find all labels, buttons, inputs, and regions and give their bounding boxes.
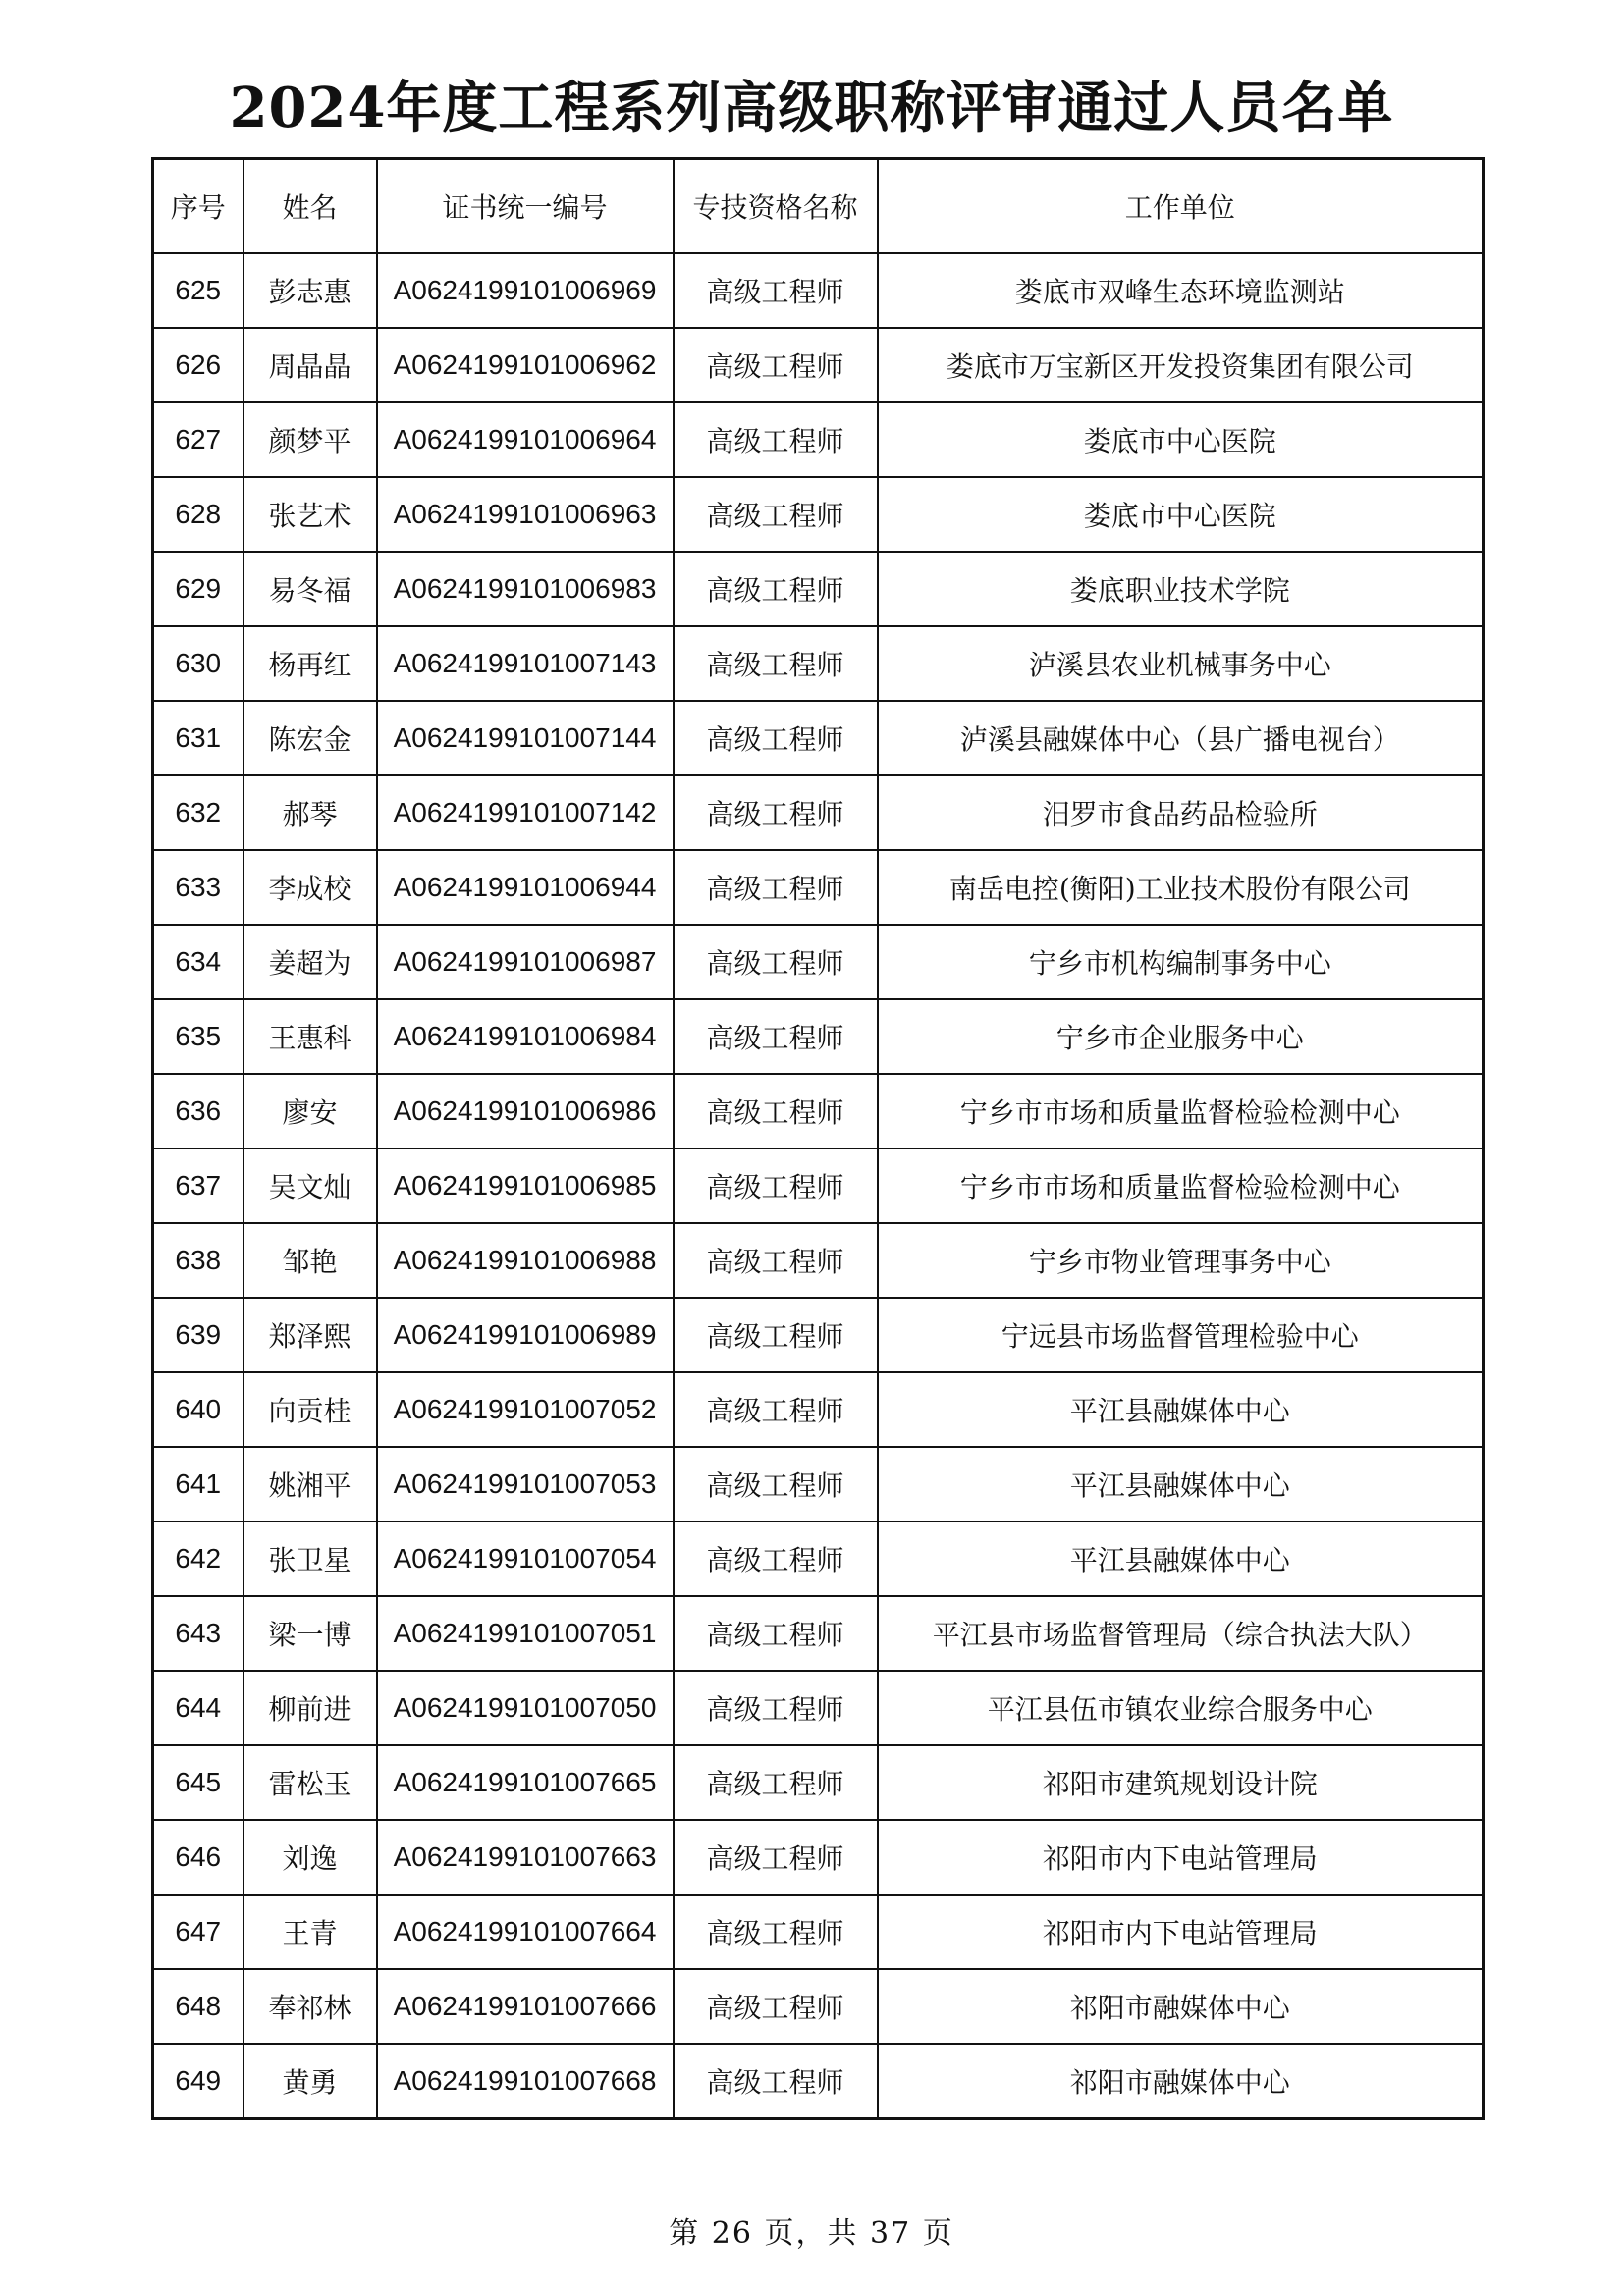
cell-qualification: 高级工程师 — [674, 1745, 878, 1820]
cell-qualification: 高级工程师 — [674, 775, 878, 850]
cell-seq: 647 — [153, 1895, 243, 1969]
cell-name: 梁一博 — [243, 1596, 377, 1671]
header-cert: 证书统一编号 — [377, 159, 674, 254]
cell-cert: A0624199101007664 — [377, 1895, 674, 1969]
table-body — [153, 253, 1484, 2119]
table-row — [153, 626, 1484, 701]
cell-employer: 平江县融媒体中心 — [878, 1522, 1484, 1596]
cell-name: 姚湘平 — [243, 1447, 377, 1522]
cell-employer: 宁乡市市场和质量监督检验检测中心 — [878, 1148, 1484, 1223]
cell-qualification: 高级工程师 — [674, 1895, 878, 1969]
cell-qualification: 高级工程师 — [674, 850, 878, 925]
cell-cert: A0624199101006964 — [377, 402, 674, 477]
cell-seq: 645 — [153, 1745, 243, 1820]
table-row — [153, 552, 1484, 626]
cell-employer: 平江县融媒体中心 — [878, 1447, 1484, 1522]
cell-name: 易冬福 — [243, 552, 377, 626]
cell-employer: 宁乡市市场和质量监督检验检测中心 — [878, 1074, 1484, 1148]
cell-cert: A0624199101006984 — [377, 999, 674, 1074]
page-title: 2024年度工程系列高级职称评审通过人员名单 — [229, 76, 1394, 140]
table-row — [153, 1148, 1484, 1223]
table-row — [153, 1298, 1484, 1372]
cell-cert: A0624199101007054 — [377, 1522, 674, 1596]
cell-name: 雷松玉 — [243, 1745, 377, 1820]
table-row — [153, 1820, 1484, 1895]
table-row — [153, 1895, 1484, 1969]
cell-cert: A0624199101006988 — [377, 1223, 674, 1298]
table-row — [153, 701, 1484, 775]
cell-seq: 625 — [153, 253, 243, 328]
cell-qualification: 高级工程师 — [674, 1969, 878, 2044]
cell-name: 邹艳 — [243, 1223, 377, 1298]
cell-cert: A0624199101006986 — [377, 1074, 674, 1148]
cell-qualification: 高级工程师 — [674, 701, 878, 775]
cell-cert: A0624199101007668 — [377, 2044, 674, 2119]
header-employer: 工作单位 — [878, 159, 1484, 254]
cell-name: 刘逸 — [243, 1820, 377, 1895]
cell-seq: 626 — [153, 328, 243, 402]
cell-seq: 641 — [153, 1447, 243, 1522]
cell-seq: 644 — [153, 1671, 243, 1745]
cell-employer: 娄底市中心医院 — [878, 477, 1484, 552]
cell-seq: 633 — [153, 850, 243, 925]
cell-employer: 宁乡市物业管理事务中心 — [878, 1223, 1484, 1298]
table-row — [153, 402, 1484, 477]
cell-qualification: 高级工程师 — [674, 1148, 878, 1223]
cell-seq: 630 — [153, 626, 243, 701]
cell-name: 郑泽熙 — [243, 1298, 377, 1372]
cell-qualification: 高级工程师 — [674, 1223, 878, 1298]
table-row — [153, 925, 1484, 999]
cell-employer: 平江县伍市镇农业综合服务中心 — [878, 1671, 1484, 1745]
cell-seq: 639 — [153, 1298, 243, 1372]
table-row — [153, 253, 1484, 328]
table-row — [153, 1745, 1484, 1820]
cell-qualification: 高级工程师 — [674, 1820, 878, 1895]
cell-qualification: 高级工程师 — [674, 253, 878, 328]
cell-name: 李成校 — [243, 850, 377, 925]
cell-name: 王惠科 — [243, 999, 377, 1074]
cell-qualification: 高级工程师 — [674, 1671, 878, 1745]
table-row — [153, 1671, 1484, 1745]
cell-name: 周晶晶 — [243, 328, 377, 402]
cell-qualification: 高级工程师 — [674, 1372, 878, 1447]
cell-name: 奉祁林 — [243, 1969, 377, 2044]
cell-qualification: 高级工程师 — [674, 999, 878, 1074]
cell-name: 廖安 — [243, 1074, 377, 1148]
cell-qualification: 高级工程师 — [674, 328, 878, 402]
header-name: 姓名 — [243, 159, 377, 254]
cell-qualification: 高级工程师 — [674, 552, 878, 626]
cell-cert: A0624199101006987 — [377, 925, 674, 999]
cell-name: 张艺术 — [243, 477, 377, 552]
cell-qualification: 高级工程师 — [674, 1447, 878, 1522]
cell-employer: 祁阳市内下电站管理局 — [878, 1820, 1484, 1895]
cell-cert: A0624199101007142 — [377, 775, 674, 850]
cell-seq: 634 — [153, 925, 243, 999]
cell-employer: 平江县融媒体中心 — [878, 1372, 1484, 1447]
cell-name: 吴文灿 — [243, 1148, 377, 1223]
table-row — [153, 1223, 1484, 1298]
cell-cert: A0624199101006989 — [377, 1298, 674, 1372]
cell-name: 彭志惠 — [243, 253, 377, 328]
cell-cert: A0624199101006962 — [377, 328, 674, 402]
cell-name: 张卫星 — [243, 1522, 377, 1596]
cell-seq: 628 — [153, 477, 243, 552]
cell-cert: A0624199101007053 — [377, 1447, 674, 1522]
table-row — [153, 1074, 1484, 1148]
cell-cert: A0624199101006963 — [377, 477, 674, 552]
cell-employer: 泸溪县融媒体中心（县广播电视台） — [878, 701, 1484, 775]
table-row — [153, 328, 1484, 402]
cell-seq: 643 — [153, 1596, 243, 1671]
roster-table — [151, 157, 1485, 2120]
cell-qualification: 高级工程师 — [674, 1522, 878, 1596]
table-header — [153, 159, 1484, 254]
cell-seq: 638 — [153, 1223, 243, 1298]
table-row — [153, 1447, 1484, 1522]
table-row — [153, 1969, 1484, 2044]
table-row — [153, 477, 1484, 552]
cell-cert: A0624199101007666 — [377, 1969, 674, 2044]
cell-employer: 泸溪县农业机械事务中心 — [878, 626, 1484, 701]
table-row — [153, 775, 1484, 850]
cell-cert: A0624199101006944 — [377, 850, 674, 925]
cell-seq: 627 — [153, 402, 243, 477]
cell-name: 向贡桂 — [243, 1372, 377, 1447]
table-row — [153, 2044, 1484, 2119]
cell-seq: 646 — [153, 1820, 243, 1895]
table-row — [153, 1372, 1484, 1447]
cell-employer: 祁阳市融媒体中心 — [878, 2044, 1484, 2119]
cell-cert: A0624199101007051 — [377, 1596, 674, 1671]
cell-name: 陈宏金 — [243, 701, 377, 775]
cell-seq: 632 — [153, 775, 243, 850]
cell-seq: 631 — [153, 701, 243, 775]
cell-seq: 640 — [153, 1372, 243, 1447]
cell-employer: 宁乡市机构编制事务中心 — [878, 925, 1484, 999]
header-seq: 序号 — [153, 159, 243, 254]
cell-seq: 649 — [153, 2044, 243, 2119]
cell-cert: A0624199101007050 — [377, 1671, 674, 1745]
cell-employer: 祁阳市建筑规划设计院 — [878, 1745, 1484, 1820]
cell-seq: 636 — [153, 1074, 243, 1148]
cell-cert: A0624199101006985 — [377, 1148, 674, 1223]
cell-employer: 南岳电控(衡阳)工业技术股份有限公司 — [878, 850, 1484, 925]
cell-cert: A0624199101007052 — [377, 1372, 674, 1447]
cell-cert: A0624199101007663 — [377, 1820, 674, 1895]
cell-employer: 宁乡市企业服务中心 — [878, 999, 1484, 1074]
cell-name: 黄勇 — [243, 2044, 377, 2119]
cell-seq: 637 — [153, 1148, 243, 1223]
cell-cert: A0624199101006983 — [377, 552, 674, 626]
table-row — [153, 850, 1484, 925]
cell-name: 杨再红 — [243, 626, 377, 701]
cell-qualification: 高级工程师 — [674, 1298, 878, 1372]
cell-qualification: 高级工程师 — [674, 1074, 878, 1148]
cell-name: 颜梦平 — [243, 402, 377, 477]
table-row — [153, 1522, 1484, 1596]
cell-cert: A0624199101007665 — [377, 1745, 674, 1820]
cell-name: 郝琴 — [243, 775, 377, 850]
cell-qualification: 高级工程师 — [674, 2044, 878, 2119]
page-number: 第 26 页，共 37 页 — [669, 2216, 954, 2251]
cell-employer: 祁阳市内下电站管理局 — [878, 1895, 1484, 1969]
cell-name: 姜超为 — [243, 925, 377, 999]
cell-qualification: 高级工程师 — [674, 1596, 878, 1671]
cell-employer: 娄底市万宝新区开发投资集团有限公司 — [878, 328, 1484, 402]
cell-employer: 娄底市双峰生态环境监测站 — [878, 253, 1484, 328]
cell-seq: 648 — [153, 1969, 243, 2044]
cell-name: 王青 — [243, 1895, 377, 1969]
cell-employer: 祁阳市融媒体中心 — [878, 1969, 1484, 2044]
cell-name: 柳前进 — [243, 1671, 377, 1745]
table-row — [153, 1596, 1484, 1671]
cell-qualification: 高级工程师 — [674, 477, 878, 552]
cell-qualification: 高级工程师 — [674, 402, 878, 477]
cell-employer: 汨罗市食品药品检验所 — [878, 775, 1484, 850]
cell-cert: A0624199101007143 — [377, 626, 674, 701]
cell-employer: 娄底职业技术学院 — [878, 552, 1484, 626]
cell-employer: 平江县市场监督管理局（综合执法大队） — [878, 1596, 1484, 1671]
cell-seq: 629 — [153, 552, 243, 626]
cell-qualification: 高级工程师 — [674, 925, 878, 999]
header-row — [153, 159, 1484, 254]
cell-qualification: 高级工程师 — [674, 626, 878, 701]
cell-seq: 642 — [153, 1522, 243, 1596]
header-qualification: 专技资格名称 — [674, 159, 878, 254]
cell-employer: 娄底市中心医院 — [878, 402, 1484, 477]
table-row — [153, 999, 1484, 1074]
cell-cert: A0624199101007144 — [377, 701, 674, 775]
cell-cert: A0624199101006969 — [377, 253, 674, 328]
cell-seq: 635 — [153, 999, 243, 1074]
cell-employer: 宁远县市场监督管理检验中心 — [878, 1298, 1484, 1372]
